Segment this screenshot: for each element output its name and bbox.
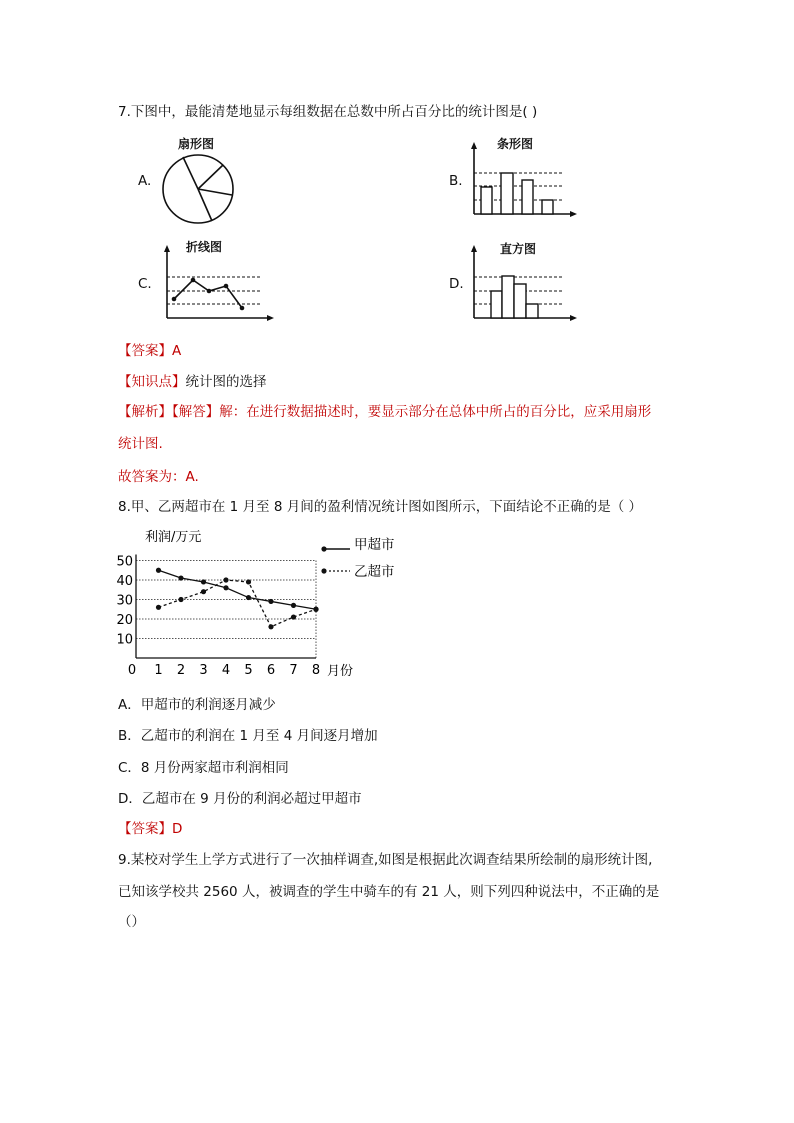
knowledge-text: 统计图的选择 <box>185 374 267 390</box>
q7-option-a-title: 扇形图 <box>178 137 215 151</box>
analysis-text: 解：在进行数据描述时，要显示部分在总体中所占的百分比，应采用扇形 <box>219 404 652 420</box>
tick-labels <box>116 555 320 679</box>
x-tick-label: 0 <box>127 663 137 678</box>
q8-option-d: D．乙超市在 9 月份的利润必超过甲超市 <box>118 791 362 807</box>
x-tick-label: 2 <box>176 663 186 678</box>
x-tick-label: 5 <box>244 663 253 678</box>
legend-label-yi: 乙超市 <box>354 564 395 580</box>
data-point-yi <box>156 605 161 610</box>
q8-option-c: C．8 月份两家超市利润相同 <box>118 760 289 776</box>
q8-question: 8.甲、乙两超市在 1 月至 8 月间的盈利情况统计图如图所示，下面结论不正确的是（ ） <box>118 499 643 515</box>
analysis-tag: 【解析】【解答】 <box>118 404 220 420</box>
data-point-yi <box>291 614 296 619</box>
x-axis-label: 月份 <box>327 664 354 679</box>
q7-option-c-letter: C. <box>138 276 152 292</box>
knowledge-tag: 【知识点】 <box>118 374 186 390</box>
data-point-jia <box>223 585 228 590</box>
q8-answer <box>118 821 182 837</box>
data-point-yi <box>313 607 318 612</box>
data-point-jia <box>246 595 251 600</box>
pie-chart-figure <box>160 152 240 224</box>
answer-value: A <box>172 343 182 359</box>
data-point-jia <box>156 568 161 573</box>
q8-option-b: B．乙超市的利润在 1 月至 4 月间逐月增加 <box>118 728 378 744</box>
legend-marker-yi <box>321 568 326 573</box>
q7-option-b-letter: B. <box>449 173 463 189</box>
q7-analysis-line2: 统计图. <box>118 436 163 452</box>
data-point-yi <box>178 597 183 602</box>
answer-value: D <box>172 821 183 837</box>
x-tick-label: 4 <box>221 663 231 678</box>
q7-question: 7.下图中，最能清楚地显示每组数据在总数中所占百分比的统计图是( ) <box>118 104 538 120</box>
data-point-yi <box>246 579 251 584</box>
x-tick-label: 1 <box>154 663 163 678</box>
y-tick-label: 10 <box>116 632 133 648</box>
q7-final-answer: 故答案为：A. <box>118 469 199 485</box>
y-tick-label: 40 <box>116 574 133 589</box>
q8-option-a: A．甲超市的利润逐月减少 <box>118 697 276 713</box>
line-chart-figure <box>158 240 278 326</box>
chart-legend <box>318 532 418 582</box>
q9-line1: 9.某校对学生上学方式进行了一次抽样调查,如图是根据此次调查结果所绘制的扇形统计图, <box>118 852 653 868</box>
data-point-jia <box>291 603 296 608</box>
series-group <box>156 568 319 630</box>
x-tick-label: 3 <box>199 663 208 678</box>
data-point-yi <box>223 577 228 582</box>
data-point-jia <box>268 599 273 604</box>
answer-tag: 【答案】 <box>118 343 172 359</box>
y-tick-label: 50 <box>116 554 133 570</box>
q7-answer <box>118 343 181 359</box>
bar-chart-figure <box>465 140 580 222</box>
q9-line3: （） <box>118 914 145 930</box>
axes <box>136 555 316 659</box>
q7-option-d-title: 直方图 <box>500 242 537 256</box>
data-point-yi <box>268 624 273 629</box>
q7-option-c-title: 折线图 <box>186 240 223 254</box>
x-tick-label: 7 <box>289 663 298 678</box>
legend-label-jia: 甲超市 <box>354 537 395 553</box>
data-point-jia <box>178 575 183 580</box>
answer-tag: 【答案】 <box>118 821 172 837</box>
q7-option-b-title: 条形图 <box>497 137 534 151</box>
histogram-figure <box>465 242 581 326</box>
q7-knowledge <box>118 374 267 390</box>
x-tick-label: 6 <box>266 663 276 678</box>
q7-option-a-letter: A. <box>138 173 152 189</box>
y-tick-label: 30 <box>116 593 133 609</box>
grid-lines <box>136 561 316 659</box>
q9-line2: 已知该学校共 2560 人，被调查的学生中骑车的有 21 人，则下列四种说法中，不正确的是 <box>118 884 660 900</box>
q7-option-d-letter: D. <box>449 276 464 292</box>
data-point-jia <box>201 579 206 584</box>
data-point-yi <box>201 589 206 594</box>
q7-analysis-line1 <box>118 404 651 420</box>
x-tick-label: 8 <box>311 663 321 678</box>
y-axis-label: 利润/万元 <box>145 530 202 545</box>
y-tick-label: 20 <box>116 613 133 628</box>
